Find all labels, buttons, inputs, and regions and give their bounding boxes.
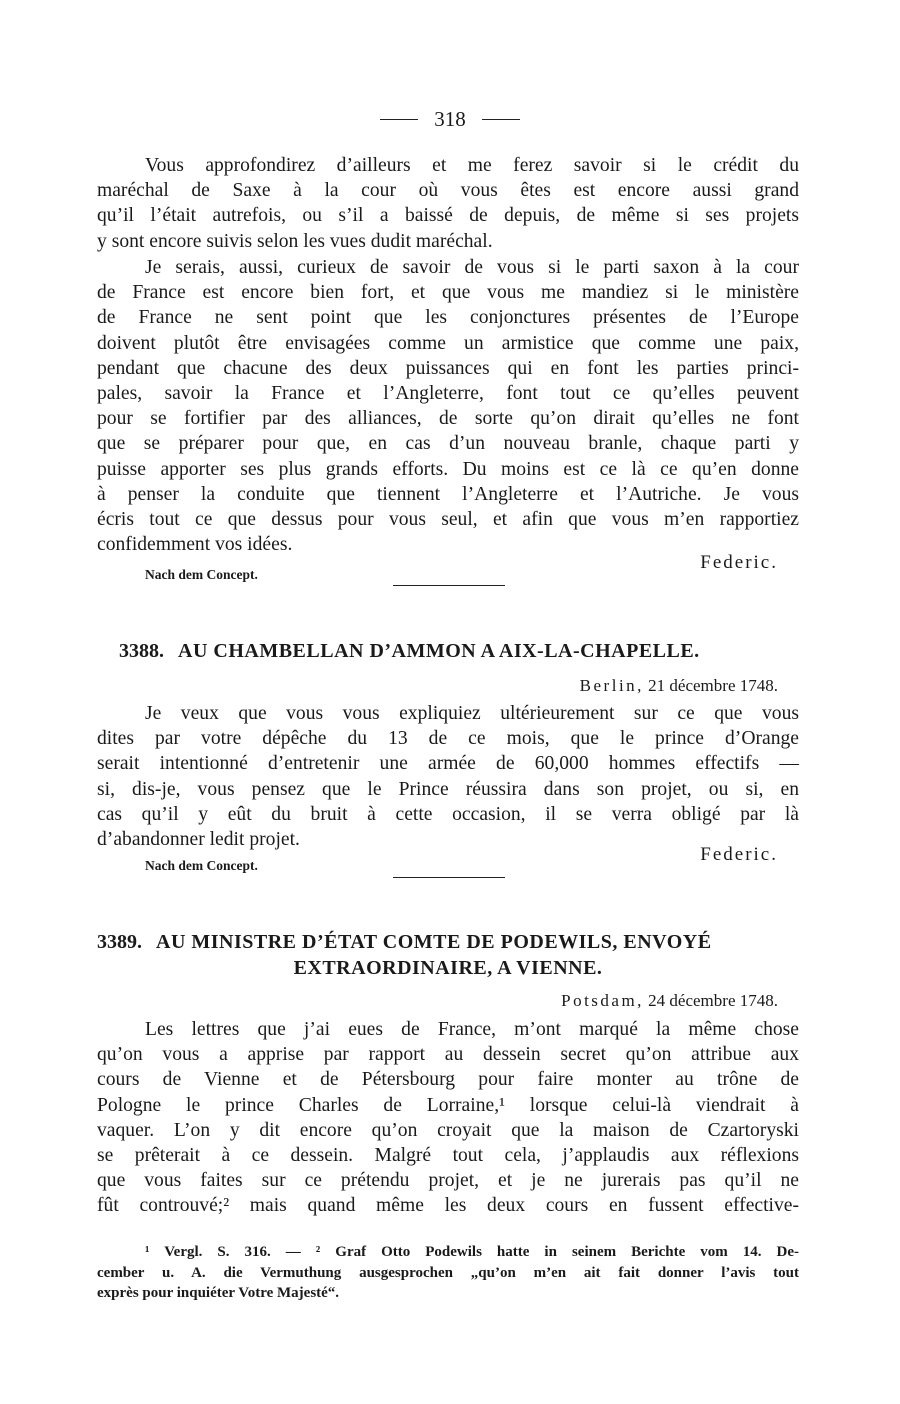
dateline-date: 24 décembre 1748.: [648, 991, 778, 1010]
text-line: Les lettres que j’ai eues de France, m’ont marqué la même chose: [145, 1019, 799, 1040]
text-line: doivent plutôt être envisagées comme un armistice que comme une paix,: [97, 332, 799, 354]
text-line: Je veux que vous vous expliquiez ultérieurement sur ce que vous: [145, 703, 799, 724]
text-line: pour se fortifier par des alliances, de sorte qu’on dirait qu’elles ne font: [97, 408, 799, 430]
header-dash-right: [482, 119, 520, 120]
letter-title-line-2: EXTRAORDINAIRE, A VIENNE.: [293, 957, 603, 979]
letter-3387-paragraph-1: [97, 153, 799, 254]
letter-3388-heading: [119, 638, 821, 664]
page-header: [0, 104, 900, 134]
source-note: Nach dem Concept.: [145, 567, 258, 582]
letter-3389-body: [97, 1017, 799, 1219]
text-line: pales, savoir la France et l’Angleterre, font tout ce qu’elles peuvent: [97, 383, 799, 405]
text-line: qu’il l’était autrefois, ou s’il a baissé de depuis, de même si ses projets: [97, 205, 799, 227]
text-line: Je serais, aussi, curieux de savoir de vous si le parti saxon à la cour: [145, 257, 799, 278]
text-line: Pologne le prince Charles de Lorraine,¹ lorsque celui-là viendrait à: [97, 1094, 799, 1116]
text-line: pendant que chacune des deux puissances qui en font les parties princi-: [97, 357, 799, 379]
text-line: cas qu’il y eût du bruit à cette occasion, il se verra obligé par là: [97, 803, 799, 825]
text-line: que vous faites sur ce prétendu projet, et je ne jurerais pas qu’il ne: [97, 1170, 799, 1192]
footnote-line: exprès pour inquiéter Votre Majesté“.: [97, 1285, 340, 1301]
dateline-date: 21 décembre 1748.: [648, 676, 778, 695]
text-line: puisse apporter ses plus grands efforts. Du moins est ce là ce qu’en donne: [97, 458, 799, 480]
letter-number: 3388.: [119, 640, 164, 662]
source-note: Nach dem Concept.: [145, 858, 258, 873]
letter-3387-paragraph-2: [97, 255, 799, 557]
section-divider: [393, 585, 505, 586]
letter-3389-dateline: [561, 991, 778, 1011]
letter-3389-heading: [97, 929, 799, 955]
text-line: à penser la conduite que tiennent l’Angleterre et l’Autriche. Je vous: [97, 483, 799, 505]
text-line: fût controuvé;² mais quand même les deux cours en fussent effective-: [97, 1195, 799, 1217]
text-line: vaquer. L’on y dit encore qu’on croyait que la maison de Czartoryski: [97, 1119, 799, 1141]
text-line: qu’on vous a apprise par rapport au dessein secret qu’on attribue aux: [97, 1044, 799, 1066]
text-line: cours de Vienne et de Pétersbourg pour faire monter au trône de: [97, 1069, 799, 1091]
text-line: que se préparer pour que, en cas d’un nouveau branle, chaque parti y: [97, 433, 799, 455]
signature: Federic.: [700, 552, 778, 573]
header-dash-left: [380, 119, 418, 120]
text-line: si, dis-je, vous pensez que le Prince réussira dans son projet, ou si, en: [97, 778, 799, 800]
letter-title-line-1: AU MINISTRE D’ÉTAT COMTE DE PODEWILS, ENVOYÉ: [156, 931, 712, 953]
page-number: 318: [434, 106, 466, 131]
text-line: Vous approfondirez d’ailleurs et me ferez savoir si le crédit du: [145, 155, 799, 176]
dateline-place: Potsdam,: [561, 991, 644, 1010]
text-line: écris tout ce que dessus pour vous seul, et afin que vous m’en rapportiez: [97, 509, 799, 531]
letter-3388-dateline: [580, 676, 778, 696]
text-line: de France ne sent point que les conjonctures présentes de l’Europe: [97, 307, 799, 329]
letter-number: 3389.: [97, 931, 142, 953]
footnotes: [97, 1242, 799, 1304]
text-line: serait intentionné d’entretenir une armée de 60,000 hommes effectifs —: [97, 753, 799, 775]
section-divider: [393, 877, 505, 878]
text-line: confidemment vos idées.: [97, 534, 293, 556]
text-line: se prêterait à ce dessein. Malgré tout cela, j’applaudis aux réflexions: [97, 1145, 799, 1167]
text-line: dites par votre dépêche du 13 de ce mois, que le prince d’Orange: [97, 728, 799, 750]
text-line: d’abandonner ledit projet.: [97, 829, 300, 851]
signature: Federic.: [700, 844, 778, 865]
letter-title: AU CHAMBELLAN D’AMMON A AIX-LA-CHAPELLE.: [178, 640, 700, 662]
letter-3389-heading-cont: [97, 955, 799, 981]
footnote-line: ¹ Vergl. S. 316. — ² Graf Otto Podewils hatte in seinem Berichte vom 14. De-: [145, 1244, 799, 1260]
text-line: y sont encore suivis selon les vues dudit maréchal.: [97, 230, 493, 252]
dateline-place: Berlin,: [579, 676, 644, 695]
text-line: maréchal de Saxe à la cour où vous êtes est encore aussi grand: [97, 180, 799, 202]
text-line: de France est encore bien fort, et que vous me mandiez si le ministère: [97, 282, 799, 304]
letter-3388-body: [97, 701, 799, 852]
footnote-line: cember u. A. die Vermuthung ausgesprochen „qu’on m’en ait fait donner l’avis tout: [97, 1264, 799, 1281]
